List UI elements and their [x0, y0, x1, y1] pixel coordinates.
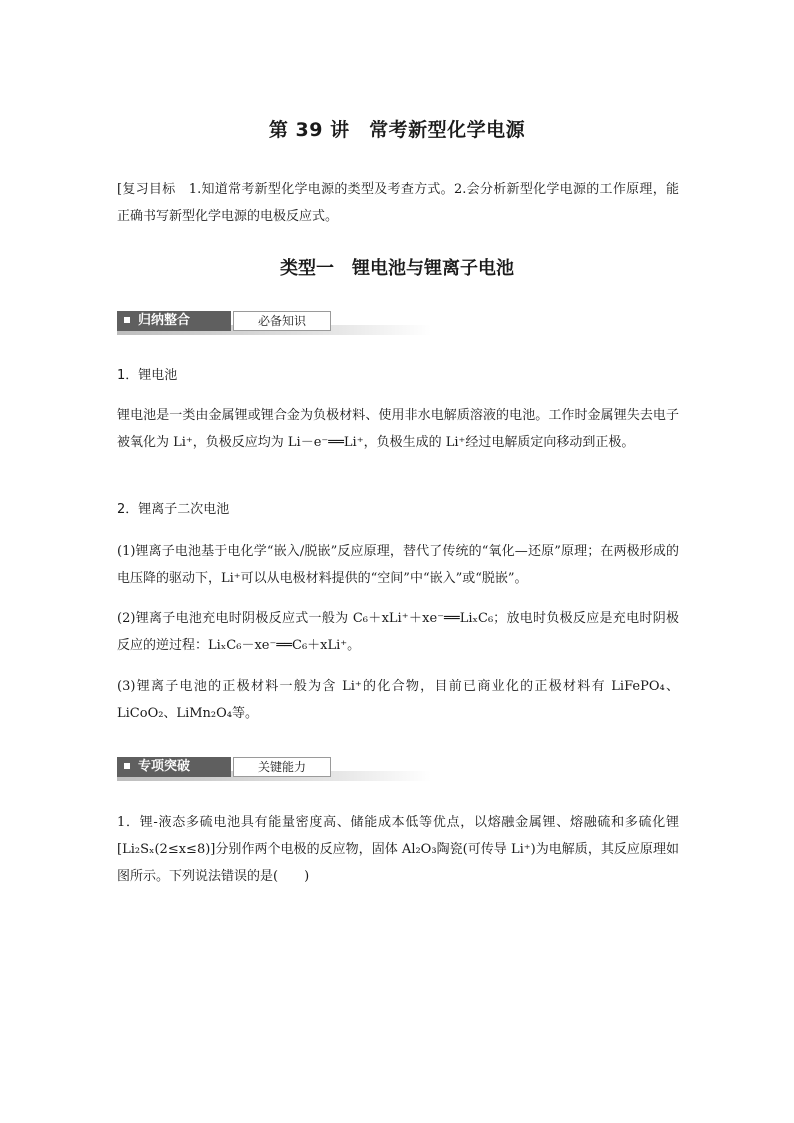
item2-paragraph-1: (1)锂离子电池基于电化学“嵌入/脱嵌”反应原理，替代了传统的“氧化—还原”原理；在两极形成的电压降的驱动下，Li⁺可以从电极材料提供的“空间”中“嵌入”或“脱嵌”。	[117, 544, 679, 586]
section-banner-summary	[117, 311, 431, 333]
page-title: 第 39 讲 常考新型化学电源	[268, 119, 526, 141]
type1-heading: 类型一 锂电池与锂离子电池	[280, 258, 514, 279]
item2-title: 2．锂离子二次电池	[117, 502, 230, 517]
square-bullet-icon	[124, 763, 130, 769]
banner-dark-label	[117, 311, 231, 331]
banner-light-label: 关键能力	[233, 757, 331, 777]
banner-light-label: 必备知识	[233, 311, 331, 331]
item1-body: 锂电池是一类由金属锂或锂合金为负极材料、使用非水电解质溶液的电池。工作时金属锂失去电子被氧化为 Li⁺，负极反应均为 Li－e⁻══Li⁺，负极生成的 Li⁺经过电解质定向移动到正极。	[117, 408, 679, 450]
square-bullet-icon	[124, 317, 130, 323]
banner-dark-text: 专项突破	[138, 759, 191, 774]
banner-dark-label	[117, 757, 231, 777]
item2-paragraph-3: (3)锂离子电池的正极材料一般为含 Li⁺的化合物，目前已商业化的正极材料有 LiFePO₄、LiCoO₂、LiMn₂O₄等。	[117, 679, 679, 721]
review-goal: [复习目标 1.知道常考新型化学电源的类型及考查方式。2.会分析新型化学电源的工作原理，能正确书写新型化学电源的电极反应式。	[117, 182, 679, 224]
item2-paragraph-2: (2)锂离子电池充电时阴极反应式一般为 C₆＋xLi⁺＋xe⁻══LiₓC₆；放电时负极反应是充电时阴极反应的逆过程：LiₓC₆－xe⁻══C₆＋xLi⁺。	[117, 611, 679, 653]
item1-title: 1．锂电池	[117, 368, 178, 383]
section-banner-practice	[117, 757, 431, 779]
question-1: 1．锂-液态多硫电池具有能量密度高、储能成本低等优点，以熔融金属锂、熔融硫和多硫化锂[Li₂Sₓ(2≤x≤8)]分别作两个电极的反应物，固体 Al₂O₃陶瓷(可传导 Li⁺)为电解质，其反应原理如图所示。下列说法错误的是( )	[117, 815, 679, 884]
banner-dark-text: 归纳整合	[138, 313, 191, 328]
